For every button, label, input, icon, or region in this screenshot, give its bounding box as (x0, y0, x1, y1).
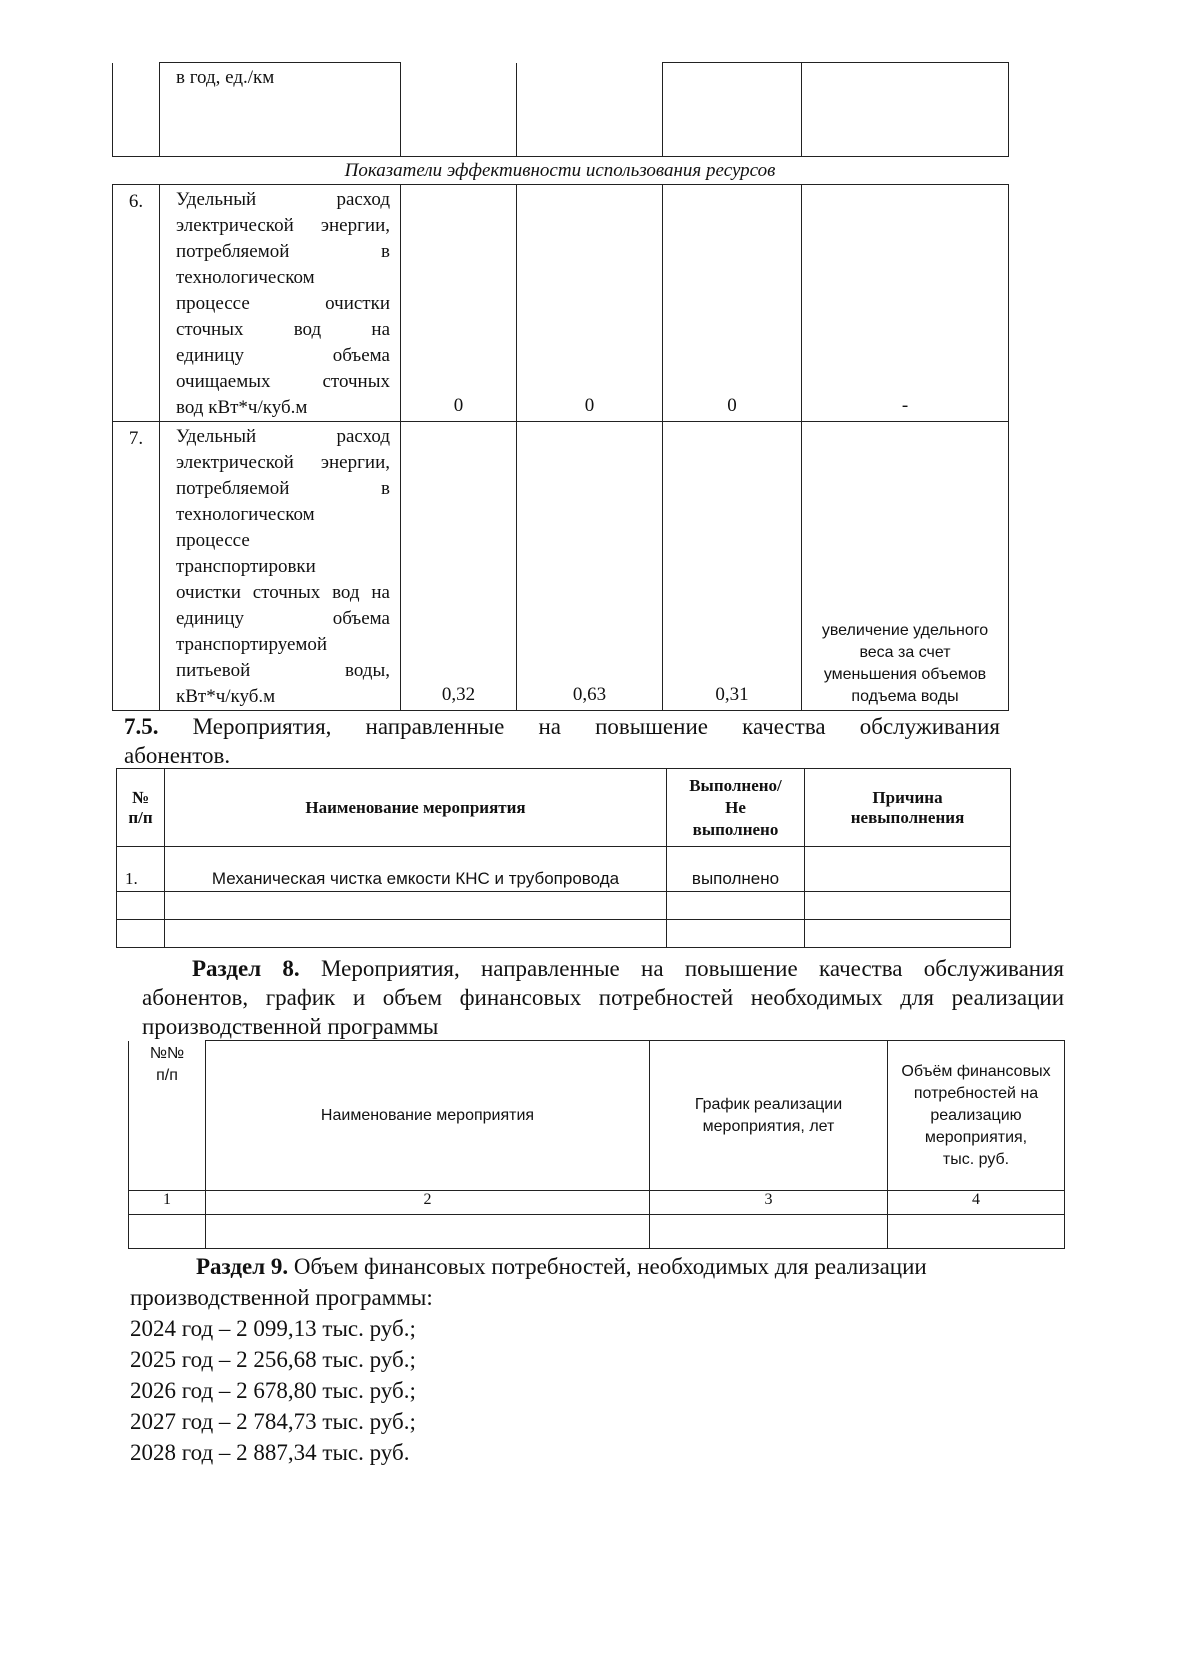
col-header-num (117, 769, 165, 847)
section-8-heading (142, 954, 1064, 1041)
text-line: транспортируемой (176, 634, 328, 655)
section-title-line2: производственной программы: (130, 1285, 433, 1310)
row-number: 7. (113, 422, 160, 711)
cell-empty (129, 1215, 206, 1249)
col-header-num (129, 1041, 206, 1191)
cell-empty (165, 892, 667, 920)
note-line: увеличение удельного (821, 622, 989, 639)
activity-reason (805, 847, 1011, 892)
text-line: технологическом (176, 504, 315, 525)
text-line: электрической энергии, (176, 452, 390, 473)
header-line: мероприятия, (924, 1128, 1028, 1146)
value-cell: 0 (517, 185, 663, 422)
text-line: сточных вод на (176, 319, 390, 340)
text-line: вод кВт*ч/куб.м (176, 397, 308, 418)
header-line: потребностей на (913, 1084, 1039, 1102)
value-cell: 0,32 (401, 422, 517, 711)
text-line: единицу объема (176, 345, 390, 366)
text-line: потребляемой в (176, 478, 390, 499)
cell-empty (802, 63, 1009, 157)
table-header-row (129, 1041, 1065, 1191)
col-number: 1 (129, 1191, 206, 1215)
text-line: Удельный расход (176, 426, 390, 447)
cell-empty (650, 1215, 888, 1249)
value-cell: 0 (663, 185, 802, 422)
col-header-reason (805, 769, 1011, 847)
activity-name: Механическая чистка емкости КНС и трубопровода (165, 847, 667, 892)
col-header-name: Наименование мероприятия (206, 1041, 650, 1191)
section-9 (130, 1251, 1030, 1468)
header-line: Причина (872, 787, 943, 807)
finance-year-line: 2025 год – 2 256,68 тыс. руб.; (130, 1347, 416, 1372)
text-line: единицу объема (176, 608, 390, 629)
section-number: 7.5. (124, 714, 159, 739)
header-line: № (131, 787, 150, 807)
header-line: п/п (128, 807, 153, 827)
header-line: реализацию (930, 1106, 1022, 1124)
finance-year-line: 2028 год – 2 887,34 тыс. руб. (130, 1440, 410, 1465)
text-line: очистки сточных вод на (176, 582, 390, 603)
header-line: выполнено (692, 819, 779, 839)
indicator-unit (160, 63, 401, 157)
header-line: невыполнения (850, 807, 965, 827)
col-header-name: Наименование мероприятия (165, 769, 667, 847)
activities-table (116, 768, 1011, 948)
cell-empty (663, 63, 802, 157)
cell-empty (165, 920, 667, 948)
text-line: очищаемых сточных (176, 371, 390, 392)
header-line: Не (725, 797, 746, 817)
section-title: Мероприятия, направленные на повышение качества обслуживания (192, 714, 1000, 739)
col-header-finance (888, 1041, 1065, 1191)
col-number: 4 (888, 1191, 1065, 1215)
note-line: подъема воды (851, 688, 959, 705)
indicator-name (160, 185, 401, 422)
row-number: 1. (117, 847, 165, 892)
text-line: питьевой воды, (176, 660, 390, 681)
value-cell: 0,31 (663, 422, 802, 711)
header-line: п/п (156, 1066, 178, 1084)
section-title-line3: производственной программы (142, 1014, 439, 1039)
text-line: процессе очистки (176, 293, 390, 314)
note-line: уменьшения объемов (823, 666, 987, 683)
section-7-5-heading (124, 712, 1000, 770)
section-title-line2: абонентов. (124, 743, 231, 768)
header-line: Объём финансовых (901, 1062, 1051, 1080)
table-row (117, 920, 1011, 948)
section-caption: Показатели эффективности использования ресурсов (344, 160, 776, 181)
cell-empty (113, 63, 160, 157)
finance-table (128, 1040, 1065, 1249)
table-header-row (117, 769, 1011, 847)
table-row (129, 1215, 1065, 1249)
table-row (113, 185, 1009, 422)
section-title-line2: абонентов, график и объем финансовых потребностей необходимых для реализации (142, 985, 1064, 1010)
finance-year-line: 2027 год – 2 784,73 тыс. руб.; (130, 1409, 416, 1434)
header-line: Выполнено/ (689, 775, 782, 795)
indicators-table-top (112, 62, 1009, 157)
table-row (117, 847, 1011, 892)
cell-empty (667, 920, 805, 948)
col-number: 3 (650, 1191, 888, 1215)
text-line: транспортировки (176, 556, 316, 577)
value-cell: 0 (401, 185, 517, 422)
col-number: 2 (206, 1191, 650, 1215)
cell-empty (117, 920, 165, 948)
col-header-done (667, 769, 805, 847)
cell-empty (805, 920, 1011, 948)
table-row (117, 892, 1011, 920)
value-cell: 0,63 (517, 422, 663, 711)
cell-empty (117, 892, 165, 920)
text-line: кВт*ч/куб.м (176, 686, 276, 707)
indicator-name (160, 422, 401, 711)
text-line: потребляемой в (176, 241, 390, 262)
column-number-row (129, 1191, 1065, 1215)
section-title: Мероприятия, направленные на повышение качества обслуживания (320, 956, 1065, 981)
finance-year-line: 2026 год – 2 678,80 тыс. руб.; (130, 1378, 416, 1403)
row-number: 6. (113, 185, 160, 422)
finance-year-line: 2024 год – 2 099,13 тыс. руб.; (130, 1316, 416, 1341)
text-line: технологическом (176, 267, 315, 288)
unit-text: в год, ед./км (176, 67, 275, 88)
cell-empty (888, 1215, 1065, 1249)
section-label: Раздел 9. (196, 1254, 289, 1279)
cell-empty (401, 63, 517, 157)
header-line: График реализации (694, 1095, 843, 1113)
note-cell: - (802, 185, 1009, 422)
note-line: веса за счет (859, 644, 951, 661)
cell-empty (667, 892, 805, 920)
activity-status: выполнено (667, 847, 805, 892)
cell-empty (805, 892, 1011, 920)
col-header-schedule (650, 1041, 888, 1191)
table-row (113, 422, 1009, 711)
header-line: №№ (149, 1044, 185, 1062)
text-line: электрической энергии, (176, 215, 390, 236)
indicators-table (112, 184, 1009, 711)
header-line: тыс. руб. (942, 1150, 1010, 1168)
section-title: Объем финансовых потребностей, необходимых для реализации (293, 1254, 927, 1279)
text-line: процессе (176, 530, 250, 551)
cell-empty (206, 1215, 650, 1249)
cell-empty (517, 63, 663, 157)
header-line: мероприятия, лет (702, 1117, 835, 1135)
section-label: Раздел 8. (192, 956, 300, 981)
text-line: Удельный расход (176, 189, 390, 210)
note-cell (802, 422, 1009, 711)
